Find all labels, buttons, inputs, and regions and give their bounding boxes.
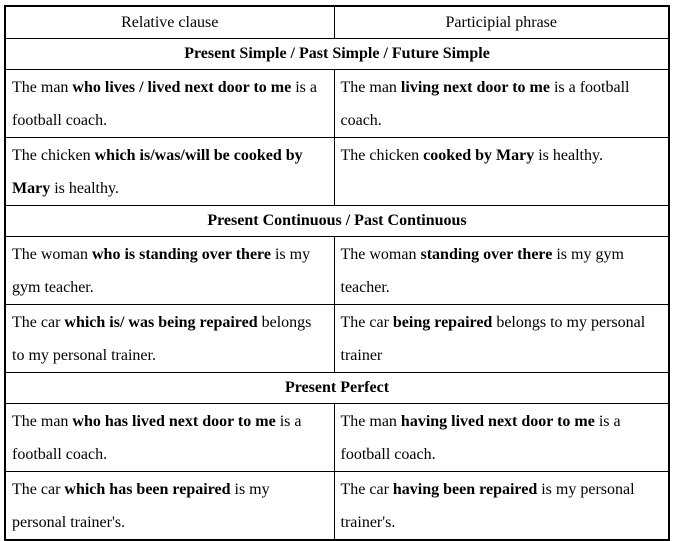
cell-relative-clause <box>5 237 334 305</box>
section-header-row <box>5 373 669 404</box>
column-header-participial-phrase: Participial phrase <box>334 6 669 39</box>
sentence-text: The chicken <box>12 147 95 164</box>
table-row <box>5 404 669 472</box>
sentence-bold: having lived next door to me <box>400 413 595 430</box>
cell-participial-phrase <box>334 404 669 472</box>
sentence-text: is my personal trainer's. <box>12 481 270 531</box>
cell-relative-clause <box>5 472 334 541</box>
section-header-continuous: Present Continuous / Past Continuous <box>5 206 669 237</box>
table-row <box>5 472 669 541</box>
grammar-comparison-table <box>4 5 670 541</box>
sentence-bold: being repaired <box>392 314 493 331</box>
sentence-bold: cooked by Mary <box>423 147 535 164</box>
table-row <box>5 70 669 138</box>
sentence-text: is a football coach. <box>12 79 318 129</box>
cell-participial-phrase <box>334 472 669 541</box>
sentence-text: is healthy. <box>534 147 603 164</box>
cell-participial-phrase <box>334 138 669 206</box>
sentence-bold: which is/was/will be cooked by Mary <box>12 147 303 197</box>
cell-relative-clause <box>5 305 334 373</box>
sentence-text: is my personal trainer's. <box>340 481 635 531</box>
sentence-text: The woman <box>12 246 92 263</box>
cell-participial-phrase <box>334 237 669 305</box>
sentence-text: is my gym teacher. <box>340 246 624 296</box>
table-row <box>5 138 669 206</box>
section-header-perfect: Present Perfect <box>5 373 669 404</box>
sentence-bold: which has been repaired <box>64 481 231 498</box>
section-header-row <box>5 206 669 237</box>
sentence-text: The man <box>340 413 401 430</box>
sentence-bold: who is standing over there <box>91 246 271 263</box>
sentence-text: The woman <box>340 246 421 263</box>
section-header-row <box>5 39 669 70</box>
sentence-text: is a football coach. <box>340 413 621 463</box>
sentence-bold: which is/ was being repaired <box>64 314 258 331</box>
sentence-bold: who lives / lived next door to me <box>72 79 292 96</box>
table-row <box>5 305 669 373</box>
column-header-row <box>5 6 669 39</box>
sentence-text: The car <box>12 314 65 331</box>
sentence-text: The car <box>340 481 393 498</box>
sentence-text: The man <box>12 413 73 430</box>
table-row <box>5 237 669 305</box>
sentence-text: is healthy. <box>50 180 119 197</box>
cell-relative-clause <box>5 138 334 206</box>
sentence-text: belongs to my personal trainer. <box>12 314 312 364</box>
sentence-text: The car <box>12 481 65 498</box>
cell-participial-phrase <box>334 305 669 373</box>
sentence-bold: having been repaired <box>392 481 538 498</box>
sentence-text: is a football coach. <box>340 79 630 129</box>
cell-participial-phrase <box>334 70 669 138</box>
sentence-text: belongs to my personal trainer <box>340 314 646 364</box>
sentence-bold: standing over there <box>420 246 553 263</box>
column-header-relative-clause: Relative clause <box>5 6 334 39</box>
sentence-text: The man <box>340 79 401 96</box>
sentence-text: is my gym teacher. <box>12 246 311 296</box>
sentence-text: The car <box>340 314 393 331</box>
sentence-bold: who has lived next door to me <box>72 413 276 430</box>
section-header-simple: Present Simple / Past Simple / Future Simple <box>5 39 669 70</box>
sentence-bold: living next door to me <box>400 79 550 96</box>
sentence-text: The man <box>12 79 73 96</box>
sentence-text: is a football coach. <box>12 413 302 463</box>
cell-relative-clause <box>5 404 334 472</box>
cell-relative-clause <box>5 70 334 138</box>
sentence-text: The chicken <box>340 147 424 164</box>
